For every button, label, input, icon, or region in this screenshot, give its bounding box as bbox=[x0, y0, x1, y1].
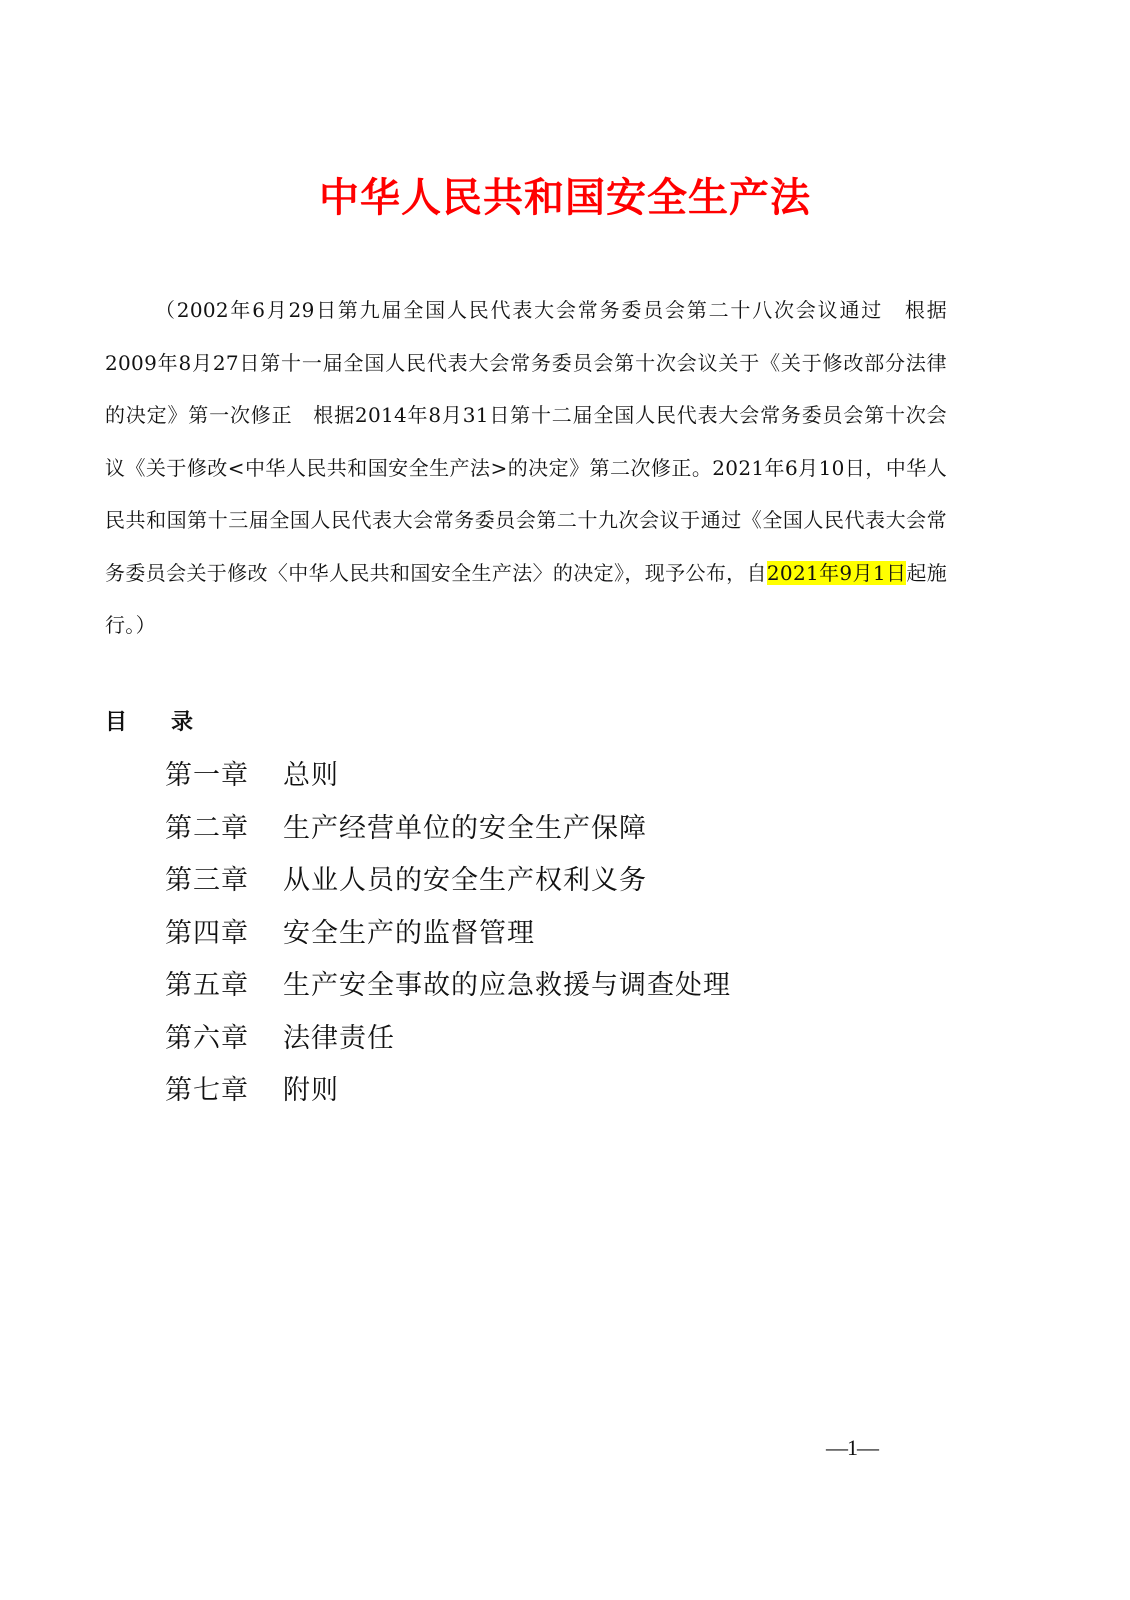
toc-item[interactable] bbox=[165, 855, 925, 908]
chapter-number: 第六章 bbox=[165, 1022, 249, 1054]
toc-item[interactable] bbox=[165, 960, 925, 1013]
chapter-title: 生产安全事故的应急救援与调查处理 bbox=[283, 970, 731, 1001]
toc-item[interactable] bbox=[165, 1065, 925, 1118]
toc-item[interactable] bbox=[165, 803, 925, 856]
chapter-number: 第四章 bbox=[165, 917, 249, 949]
toc-item[interactable] bbox=[165, 750, 925, 803]
toc-item[interactable] bbox=[165, 908, 925, 961]
chapter-title: 从业人员的安全生产权利义务 bbox=[283, 865, 647, 896]
chapter-number: 第三章 bbox=[165, 865, 249, 896]
preamble-paragraph bbox=[105, 284, 947, 652]
chapter-number: 第一章 bbox=[165, 760, 249, 791]
chapter-title: 附则 bbox=[283, 1075, 339, 1106]
toc-heading-right: 录 bbox=[171, 710, 194, 735]
effective-date-highlight: 2021年9月1日 bbox=[766, 560, 907, 585]
chapter-title: 生产经营单位的安全生产保障 bbox=[283, 812, 647, 844]
chapter-number: 第七章 bbox=[165, 1075, 249, 1106]
toc-heading-left: 目 bbox=[105, 710, 128, 735]
toc-heading bbox=[105, 705, 193, 741]
toc-item[interactable] bbox=[165, 1013, 925, 1066]
chapter-title: 法律责任 bbox=[283, 1022, 395, 1054]
document-title: 中华人民共和国安全生产法 bbox=[319, 175, 811, 221]
table-of-contents bbox=[165, 750, 925, 1118]
chapter-title: 安全生产的监督管理 bbox=[283, 917, 535, 949]
chapter-number: 第五章 bbox=[165, 970, 249, 1001]
chapter-title: 总则 bbox=[283, 760, 339, 791]
page-number: —1— bbox=[826, 1435, 878, 1460]
chapter-number: 第二章 bbox=[165, 812, 249, 844]
preamble-text-after: 起施行。） bbox=[105, 560, 947, 637]
preamble-text-before: （2002年6月29日第九届全国人民代表大会常务委员会第二十八次会议通过 根据2009年8月27日第十一届全国人民代表大会常务委员会第十次会议关于《关于修改部分法律的决定》第一次修正 根据2014年8月31日第十二届全国人民代表大会常务委员会第十次会议《关于修改<中华人民共和国安全生产法>的决定》第二次修正。2021年6月10日，中华人民共和国第十三届全国人民代表大会常务委员会第二十九次会议于通过《全国人民代表大会常务委员会关于修改〈中华人民共和国安全生产法〉的决定》，现予公布，自 bbox=[105, 298, 947, 585]
